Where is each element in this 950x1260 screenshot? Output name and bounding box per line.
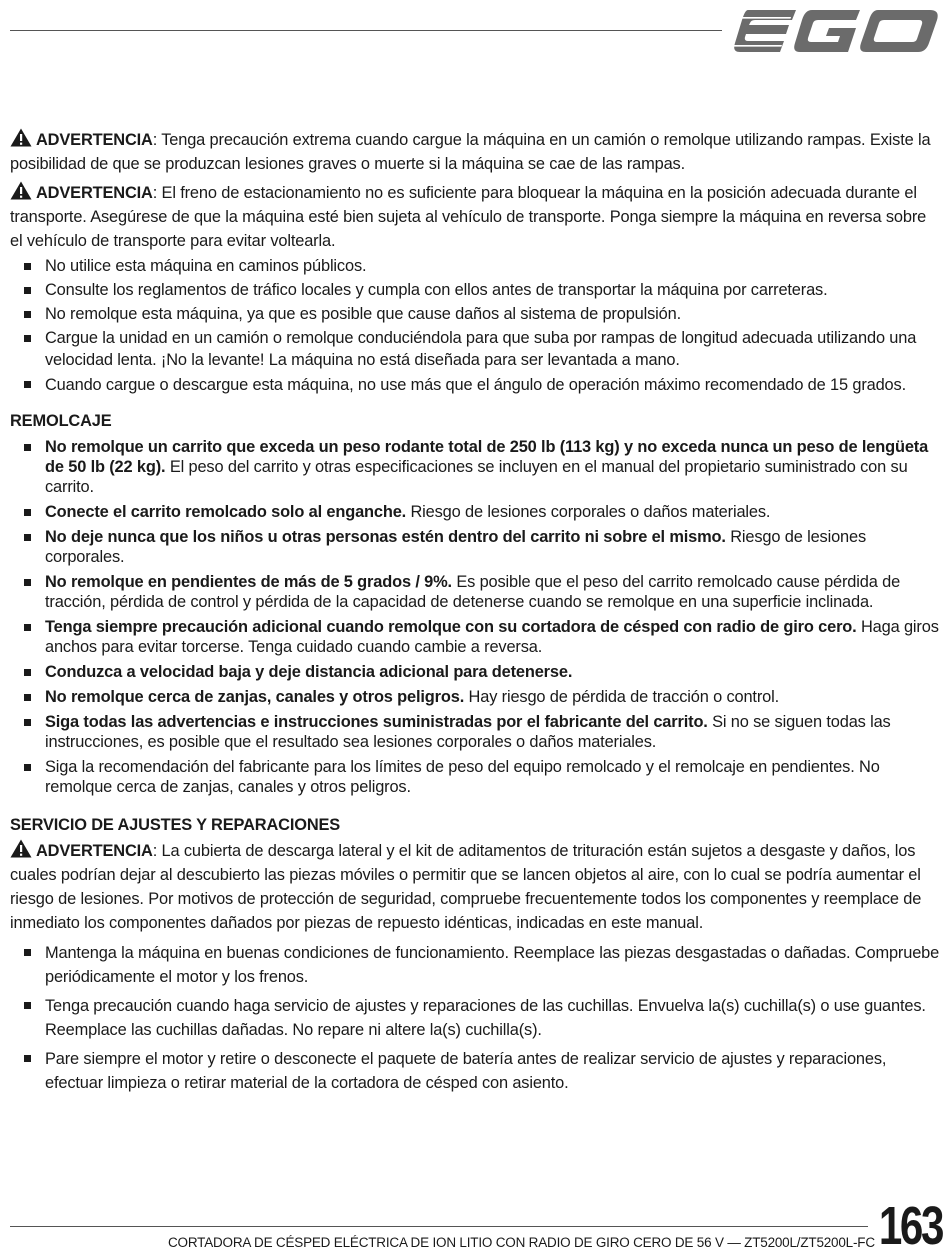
- list-item: [10, 527, 942, 567]
- ego-logo: [734, 8, 940, 54]
- transport-bullet-list: [10, 255, 942, 397]
- list-item: [10, 687, 942, 707]
- list-item: [10, 712, 942, 752]
- item-text: Riesgo de lesiones corporales.: [45, 528, 867, 566]
- footer-rule: [10, 1226, 868, 1227]
- header-rule: [10, 30, 722, 31]
- service-warning: [10, 839, 942, 935]
- item-bold-text: No deje nunca que los niños u otras personas estén dentro del carrito ni sobre el mismo.: [45, 528, 726, 546]
- page-content: [10, 128, 942, 1100]
- warning-label: ADVERTENCIA: [36, 842, 153, 860]
- list-item: Cargue la unidad en un camión o remolque conduciéndola para que suba por rampas de longitud adecuada utilizando una velocidad lenta. ¡No la levante! La máquina no está diseñada para ser levantada a mano.: [10, 327, 942, 371]
- list-item: [10, 662, 942, 682]
- list-item: Tenga precaución cuando haga servicio de ajustes y reparaciones de las cuchillas. Envuelva la(s) cuchilla(s) o use guantes. Reemplace las cuchillas dañadas. No repare ni altere la(s) cuchilla(s).: [10, 994, 942, 1042]
- item-text: Es posible que el peso del carrito remolcado cause pérdida de tracción, pérdida de control y pérdida de la capacidad de detenerse cuando se remolque en una superficie inclinada.: [45, 573, 901, 611]
- list-item: No remolque esta máquina, ya que es posible que cause daños al sistema de propulsión.: [10, 303, 942, 325]
- warning-text: : Tenga precaución extrema cuando cargue la máquina en un camión o remolque utilizando rampas. Existe la posibilidad de que se produzcan lesiones graves o muerte si la máquina se cae de las rampas.: [10, 131, 931, 173]
- item-bold-text: Tenga siempre precaución adicional cuando remolque con su cortadora de césped con radio de giro cero.: [45, 618, 857, 636]
- list-item: [10, 437, 942, 497]
- list-item: [10, 572, 942, 612]
- item-text: Haga giros anchos para evitar torcerse. Tenga cuidado cuando cambie a reversa.: [45, 618, 939, 656]
- section-title-servicio: SERVICIO DE AJUSTES Y REPARACIONES: [10, 816, 341, 834]
- item-text: Hay riesgo de pérdida de tracción o control.: [464, 688, 780, 706]
- towing-bullet-list: [10, 437, 942, 797]
- item-text: El peso del carrito y otras especificaciones se incluyen en el manual del propietario suministrado con su carrito.: [45, 458, 908, 496]
- list-item: [10, 617, 942, 657]
- warning-text: : La cubierta de descarga lateral y el kit de aditamentos de trituración están sujetos a desgaste y daños, los cuales podrían dejar al descubierto las piezas móviles o permitir que se lancen objetos al aire, con lo cual se podría aumentar el riesgo de lesiones. Por motivos de protección de seguridad, compruebe frecuentemente todos los componentes y reemplace de inmediato los componentes dañados por piezas de repuesto idénticas, indicadas en este manual.: [10, 842, 922, 932]
- item-bold-text: No remolque en pendientes de más de 5 grados / 9%.: [45, 573, 452, 591]
- item-text: Riesgo de lesiones corporales o daños materiales.: [406, 503, 771, 521]
- service-bullet-list: [10, 941, 942, 1095]
- warning-triangle-icon: [10, 181, 32, 200]
- warning-triangle-icon: [10, 128, 32, 147]
- list-item: Consulte los reglamentos de tráfico locales y cumpla con ellos antes de transportar la máquina por carreteras.: [10, 279, 942, 301]
- warning-text: : El freno de estacionamiento no es suficiente para bloquear la máquina en la posición adecuada durante el transporte. Asegúrese de que la máquina esté bien sujeta al vehículo de transporte. Ponga siempre la máquina en reversa sobre el vehículo de transporte para evitar voltearla.: [10, 184, 927, 250]
- transport-warning-1: [10, 128, 942, 176]
- warning-triangle-icon: [10, 839, 32, 858]
- warning-label: ADVERTENCIA: [36, 131, 153, 149]
- item-bold-text: No remolque cerca de zanjas, canales y otros peligros.: [45, 688, 465, 706]
- item-text: Siga la recomendación del fabricante para los límites de peso del equipo remolcado y el remolcaje en pendientes. No remolque cerca de zanjas, canales y otros peligros.: [45, 758, 880, 796]
- list-item: Cuando cargue o descargue esta máquina, no use más que el ángulo de operación máximo recomendado de 15 grados.: [10, 373, 942, 397]
- list-item: [10, 757, 942, 797]
- page-number: 163: [878, 1196, 942, 1256]
- list-item: [10, 502, 942, 522]
- item-text: Si no se siguen todas las instrucciones, es posible que el resultado sea lesiones corporales o daños materiales.: [45, 713, 891, 751]
- list-item: Mantenga la máquina en buenas condiciones de funcionamiento. Reemplace las piezas desgastadas o dañadas. Compruebe periódicamente el motor y los frenos.: [10, 941, 942, 989]
- footer-product-title: CORTADORA DE CÉSPED ELÉCTRICA DE ION LITIO CON RADIO DE GIRO CERO DE 56 V — ZT5200L/ZT5200L-FC: [168, 1235, 875, 1250]
- list-item: No utilice esta máquina en caminos públicos.: [10, 255, 942, 277]
- item-bold-text: Conduzca a velocidad baja y deje distancia adicional para detenerse.: [45, 663, 573, 681]
- item-bold-text: Siga todas las advertencias e instrucciones suministradas por el fabricante del carrito.: [45, 713, 708, 731]
- item-bold-text: No remolque un carrito que exceda un peso rodante total de 250 lb (113 kg) y no exceda nunca un peso de lengüeta de 50 lb (22 kg).: [45, 438, 929, 476]
- list-item: Pare siempre el motor y retire o desconecte el paquete de batería antes de realizar servicio de ajustes y reparaciones, efectuar limpieza o retirar material de la cortadora de césped con asiento.: [10, 1047, 942, 1095]
- warning-label: ADVERTENCIA: [36, 184, 153, 202]
- item-bold-text: Conecte el carrito remolcado solo al enganche.: [45, 503, 407, 521]
- transport-warning-2: [10, 181, 942, 253]
- section-title-remolcaje: REMOLCAJE: [10, 412, 112, 430]
